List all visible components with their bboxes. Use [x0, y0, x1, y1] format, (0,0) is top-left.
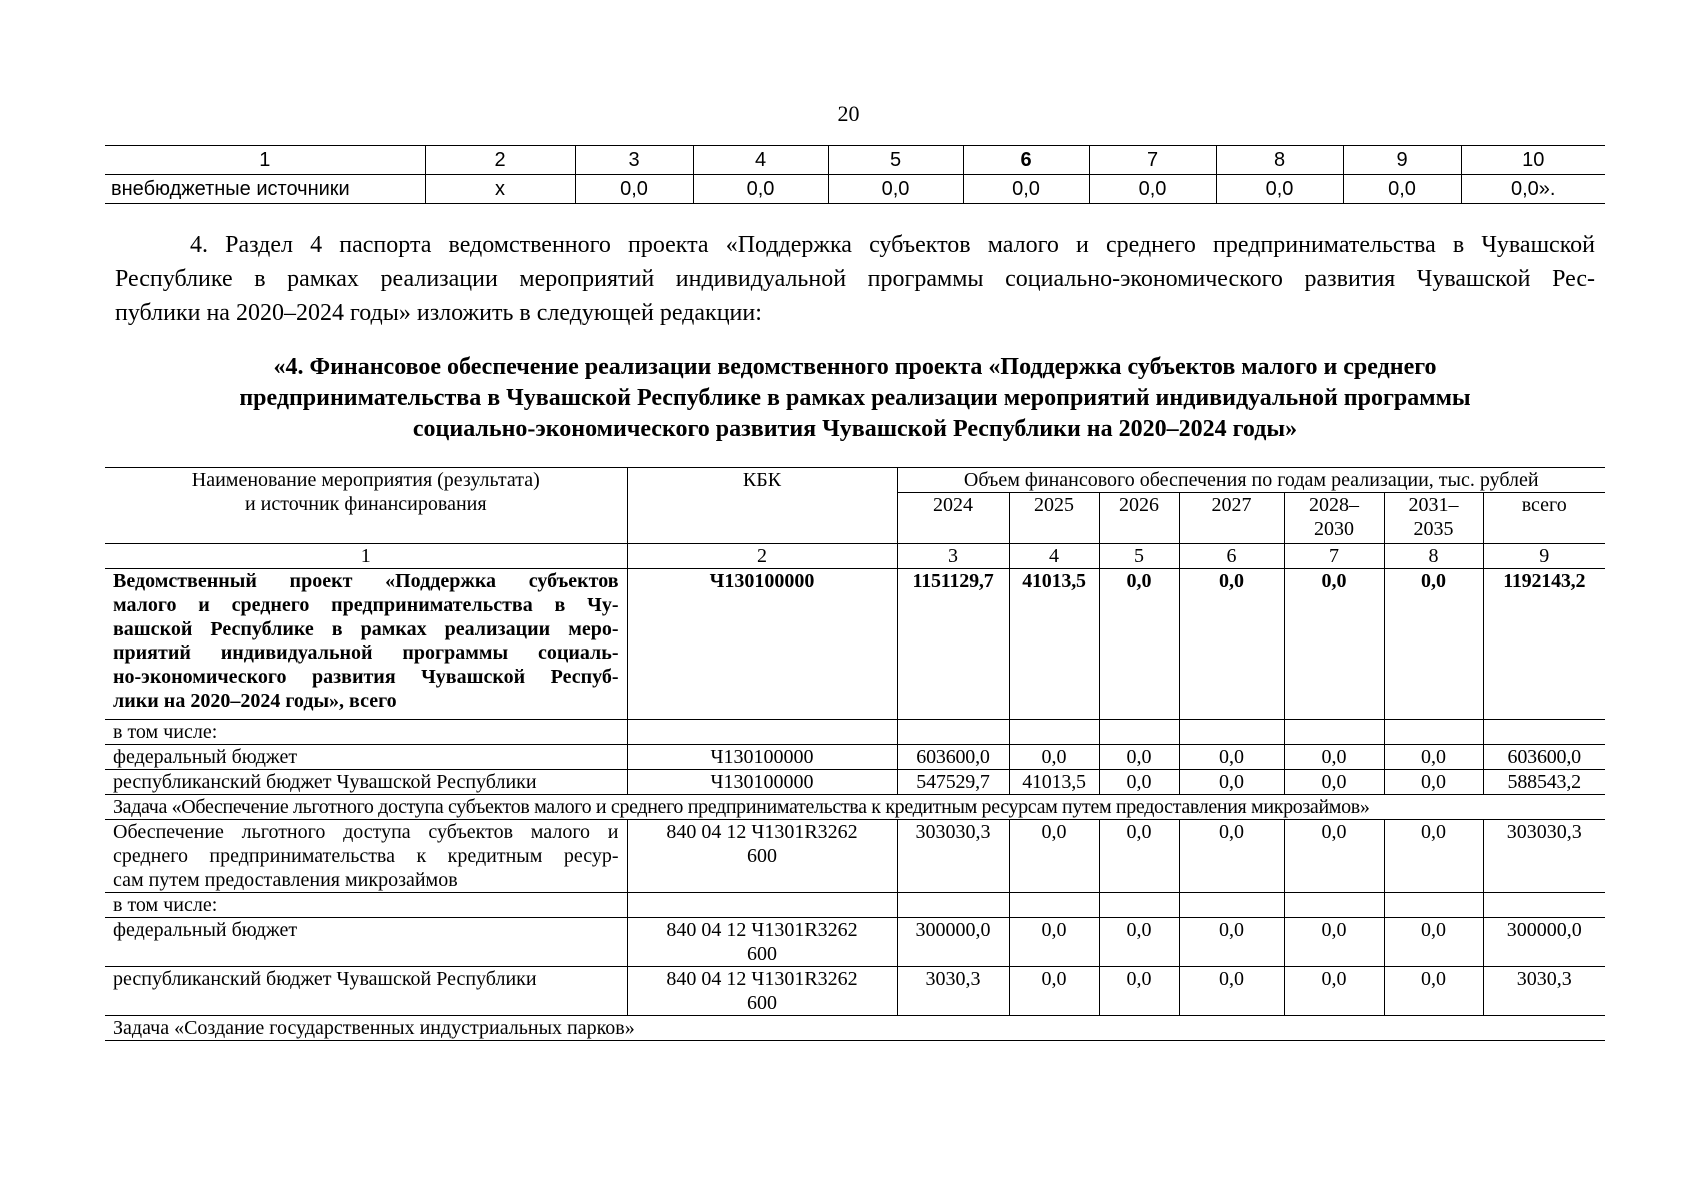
- col-number: 5: [1099, 544, 1179, 569]
- value-cell: 0,0: [1179, 967, 1284, 1016]
- value-cell: 0,0: [1009, 745, 1099, 770]
- including-row: [105, 720, 1605, 745]
- col-number: 1: [105, 146, 425, 175]
- empty-cell: [1099, 720, 1179, 745]
- paragraph-line: публики на 2020–2024 годы» изложить в следующей редакции:: [115, 300, 762, 326]
- kbk-line: 840 04 12 Ч1301R3262: [666, 919, 858, 941]
- value-cell: 300000,0: [897, 918, 1009, 967]
- kbk-line: 600: [747, 992, 777, 1014]
- value-cell: 0,0: [1179, 745, 1284, 770]
- source-name: федеральный бюджет: [105, 918, 627, 967]
- task-title: Задача «Создание государственных индустриальных парков»: [105, 1016, 1605, 1041]
- kbk-line: 600: [747, 845, 777, 867]
- kbk-cell: Ч130100000: [627, 770, 897, 795]
- col-number: 5: [828, 146, 963, 175]
- source-row: [105, 967, 1605, 1016]
- name-header-line: и источник финансирования: [244, 493, 487, 515]
- kbk-cell: [627, 820, 897, 893]
- col-number: 6: [963, 146, 1089, 175]
- value-cell: 588543,2: [1483, 770, 1605, 795]
- value-cell: 41013,5: [1009, 569, 1099, 720]
- including-label: в том числе:: [105, 893, 627, 918]
- value-cell: 0,0: [1284, 745, 1384, 770]
- paragraph-line: Республике в рамках реализации мероприятий индивидуальной программы социально-экономического развития Чувашской Рес-: [115, 266, 1595, 292]
- value-cell: 0,0: [1384, 745, 1483, 770]
- col-number: 3: [575, 146, 693, 175]
- source-name: внебюджетные источники: [105, 175, 425, 204]
- heading-line: социально-экономического развития Чувашской Республики на 2020–2024 годы»: [412, 416, 1298, 442]
- col-number: 9: [1483, 544, 1605, 569]
- empty-cell: [627, 720, 897, 745]
- measure-name-line: среднего предпринимательства к кредитным ресур-: [113, 845, 619, 867]
- empty-cell: [1284, 720, 1384, 745]
- source-name: федеральный бюджет: [105, 745, 627, 770]
- col-number: 3: [897, 544, 1009, 569]
- value-cell: 0,0: [1099, 918, 1179, 967]
- project-name-line: малого и среднего предпринимательства в Чу-: [113, 594, 619, 616]
- value-cell: 0,0: [1284, 967, 1384, 1016]
- empty-cell: [1009, 720, 1099, 745]
- value-cell: 0,0: [1179, 918, 1284, 967]
- source-row: [105, 745, 1605, 770]
- year-header: 2028– 2030: [1284, 493, 1384, 544]
- value-cell: 603600,0: [1483, 745, 1605, 770]
- source-row: [105, 770, 1605, 795]
- empty-cell: [1099, 893, 1179, 918]
- kbk-cell: х: [425, 175, 575, 204]
- value-cell: 0,0: [1099, 820, 1179, 893]
- amendment-paragraph: [115, 228, 1595, 330]
- value-cell: 3030,3: [1483, 967, 1605, 1016]
- col-number: 7: [1284, 544, 1384, 569]
- column-numbers-row: [105, 544, 1605, 569]
- value-cell: 0,0: [1384, 820, 1483, 893]
- value-cell: 0,0: [1009, 918, 1099, 967]
- year-header: всего: [1483, 493, 1605, 544]
- value-cell: 0,0: [1384, 967, 1483, 1016]
- source-name: республиканский бюджет Чувашской Республики: [105, 967, 627, 1016]
- value-cell: 303030,3: [897, 820, 1009, 893]
- value-cell: 0,0: [828, 175, 963, 204]
- empty-cell: [1384, 893, 1483, 918]
- col-number: 2: [627, 544, 897, 569]
- continuation-table: [105, 145, 1605, 204]
- year-header: 2031– 2035: [1384, 493, 1483, 544]
- heading-line: «4. Финансовое обеспечение реализации ведомственного проекта «Поддержка субъектов малого и среднего: [273, 354, 1437, 380]
- project-name-line: но-экономического развития Чувашской Респуб-: [113, 666, 619, 688]
- source-row: [105, 918, 1605, 967]
- col-number: 1: [105, 544, 627, 569]
- empty-cell: [1009, 893, 1099, 918]
- year-header: 2025: [1009, 493, 1099, 544]
- col-number: 10: [1461, 146, 1605, 175]
- col-number: 4: [693, 146, 828, 175]
- kbk-line: 840 04 12 Ч1301R3262: [666, 821, 858, 843]
- header-row: [105, 468, 1605, 493]
- name-column-header: [105, 468, 627, 544]
- kbk-line: 600: [747, 943, 777, 965]
- measure-row: [105, 820, 1605, 893]
- col-number: 6: [1179, 544, 1284, 569]
- measure-name-line: Обеспечение льготного доступа субъектов малого и: [113, 821, 619, 843]
- value-cell: 0,0: [1099, 967, 1179, 1016]
- continuation-header-row: [105, 146, 1605, 175]
- paragraph-line: 4. Раздел 4 паспорта ведомственного проекта «Поддержка субъектов малого и среднего предпринимательства в Чувашской: [190, 232, 1595, 258]
- section-heading: [105, 352, 1605, 445]
- value-cell: 0,0: [575, 175, 693, 204]
- project-name-line: приятий индивидуальной программы социаль-: [113, 642, 619, 664]
- value-cell: 0,0: [1284, 820, 1384, 893]
- value-cell: 0,0: [1179, 770, 1284, 795]
- kbk-column-header: КБК: [627, 468, 897, 544]
- empty-cell: [1483, 893, 1605, 918]
- empty-cell: [1284, 893, 1384, 918]
- value-cell: 0,0: [1009, 820, 1099, 893]
- kbk-cell: Ч130100000: [627, 569, 897, 720]
- kbk-cell: [627, 918, 897, 967]
- col-number: 7: [1089, 146, 1216, 175]
- value-cell: 0,0: [1179, 820, 1284, 893]
- name-header-line: Наименование мероприятия (результата): [191, 469, 540, 491]
- value-cell: 0,0: [1099, 569, 1179, 720]
- volume-group-header: Объем финансового обеспечения по годам реализации, тыс. рублей: [897, 468, 1605, 493]
- including-label: в том числе:: [105, 720, 627, 745]
- value-cell: 1192143,2: [1483, 569, 1605, 720]
- kbk-line: 840 04 12 Ч1301R3262: [666, 968, 858, 990]
- empty-cell: [897, 893, 1009, 918]
- value-cell: 41013,5: [1009, 770, 1099, 795]
- value-cell: 0,0: [1284, 770, 1384, 795]
- measure-name-line: сам путем предоставления микрозаймов: [113, 869, 458, 891]
- col-number: 9: [1343, 146, 1461, 175]
- empty-cell: [1179, 893, 1284, 918]
- empty-cell: [627, 893, 897, 918]
- value-cell: 0,0: [1343, 175, 1461, 204]
- empty-cell: [897, 720, 1009, 745]
- value-cell: 3030,3: [897, 967, 1009, 1016]
- col-number: 2: [425, 146, 575, 175]
- heading-line: предпринимательства в Чувашской Республике в рамках реализации мероприятий индивидуальной программы: [239, 385, 1471, 411]
- value-cell: 0,0: [1099, 770, 1179, 795]
- measure-name: [105, 820, 627, 893]
- value-cell: 603600,0: [897, 745, 1009, 770]
- empty-cell: [1483, 720, 1605, 745]
- value-cell: 0,0: [1384, 918, 1483, 967]
- finance-table: [105, 467, 1605, 1041]
- page-number: 20: [837, 101, 860, 126]
- kbk-cell: [627, 967, 897, 1016]
- value-cell: 0,0: [1089, 175, 1216, 204]
- project-name-line: лики на 2020–2024 годы», всего: [113, 690, 397, 712]
- task-row: [105, 795, 1605, 820]
- value-cell: 0,0».: [1461, 175, 1605, 204]
- including-row: [105, 893, 1605, 918]
- continuation-data-row: [105, 175, 1605, 204]
- value-cell: 0,0: [1384, 770, 1483, 795]
- source-name: республиканский бюджет Чувашской Республики: [105, 770, 627, 795]
- year-header: 2027: [1179, 493, 1284, 544]
- kbk-cell: Ч130100000: [627, 745, 897, 770]
- project-name: [105, 569, 627, 720]
- value-cell: 0,0: [1179, 569, 1284, 720]
- value-cell: 0,0: [1099, 745, 1179, 770]
- col-number: 8: [1216, 146, 1343, 175]
- value-cell: 0,0: [1009, 967, 1099, 1016]
- value-cell: 0,0: [963, 175, 1089, 204]
- value-cell: 547529,7: [897, 770, 1009, 795]
- col-number: 4: [1009, 544, 1099, 569]
- value-cell: 0,0: [1284, 569, 1384, 720]
- empty-cell: [1384, 720, 1483, 745]
- value-cell: 0,0: [1384, 569, 1483, 720]
- project-name-line: вашской Республике в рамках реализации меро-: [113, 618, 619, 640]
- project-row: [105, 569, 1605, 720]
- col-number: 8: [1384, 544, 1483, 569]
- value-cell: 0,0: [1216, 175, 1343, 204]
- task-row: [105, 1016, 1605, 1041]
- project-name-line: Ведомственный проект «Поддержка субъектов: [113, 570, 619, 592]
- value-cell: 303030,3: [1483, 820, 1605, 893]
- year-header: 2024: [897, 493, 1009, 544]
- value-cell: 300000,0: [1483, 918, 1605, 967]
- value-cell: 1151129,7: [897, 569, 1009, 720]
- year-header: 2026: [1099, 493, 1179, 544]
- value-cell: 0,0: [693, 175, 828, 204]
- value-cell: 0,0: [1284, 918, 1384, 967]
- empty-cell: [1179, 720, 1284, 745]
- task-title: Задача «Обеспечение льготного доступа субъектов малого и среднего предпринимательства к кредитным ресурсам путем предоставления микрозаймов»: [105, 795, 1605, 820]
